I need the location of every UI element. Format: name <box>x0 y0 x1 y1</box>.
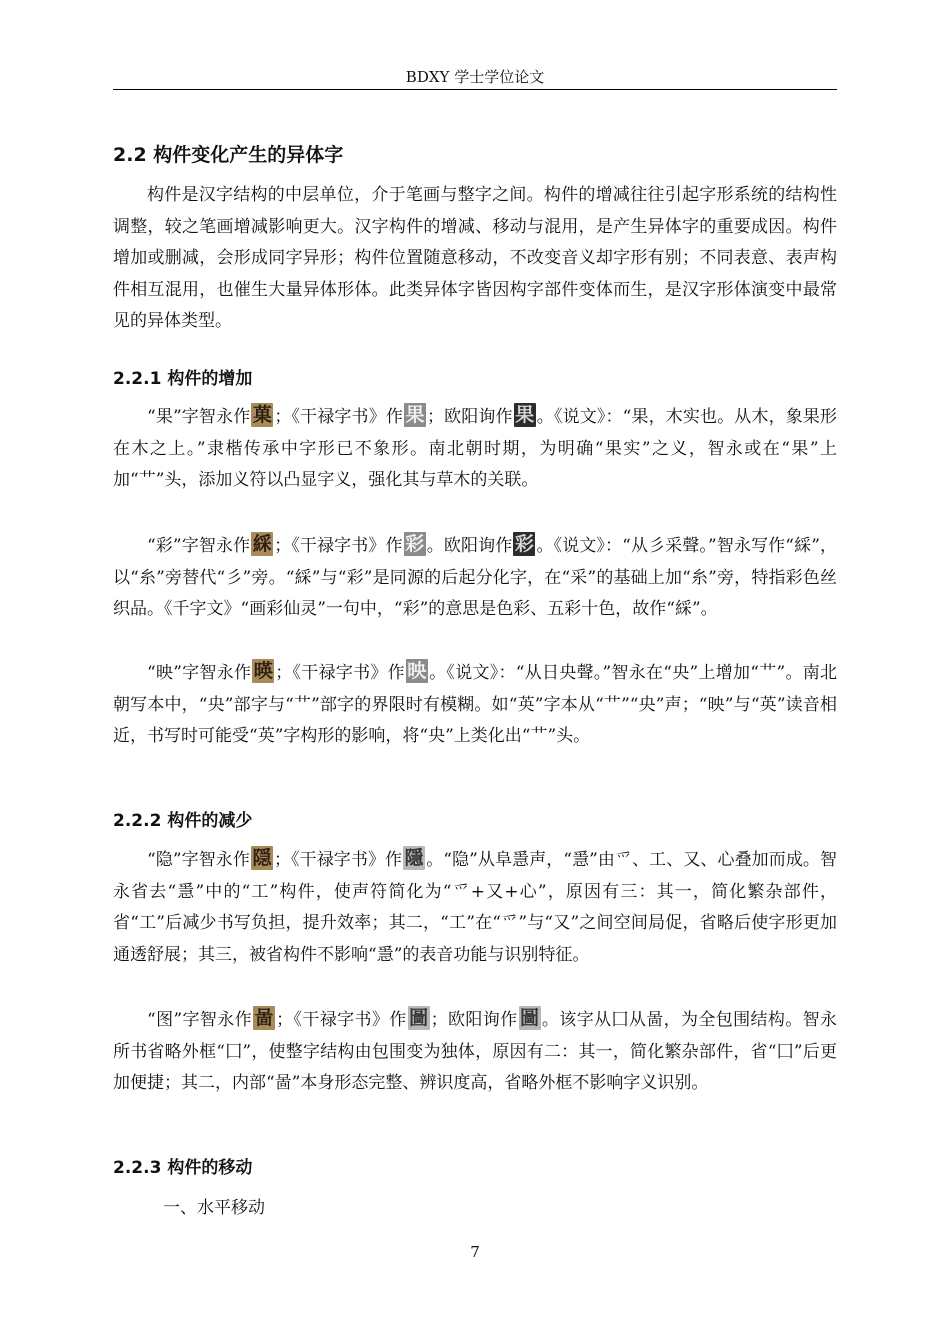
calligraphy-glyph-ouyang: 彩 <box>514 533 534 555</box>
calligraphy-glyph-ganlu: 隱 <box>404 847 424 869</box>
calligraphy-glyph-ouyang: 圖 <box>520 1007 540 1029</box>
calligraphy-glyph-zhiyong: 綵 <box>252 533 272 555</box>
calligraphy-glyph-ganlu: 圖 <box>409 1007 429 1029</box>
page-header: BDXY 学士学位论文 <box>405 68 545 86</box>
section-heading: 2.2 构件变化产生的异体字 <box>113 144 344 166</box>
intro-paragraph: 构件是汉字结构的中层单位，介于笔画与整字之间。构件的增减往往引起字形系统的结构性调整，较之笔画增减影响更大。汉字构件的增减、移动与混用，是产生异体字的重要成因。构件增加或删减，会形成同字异形；构件位置随意移动，不改变音义却字形有别；不同表意、表声构件相互混用，也催生大量异体形体。此类异体字皆因构字部件变体而生，是汉字形体演变中最常见的异体类型。 <box>113 185 837 331</box>
page-number: 7 <box>470 1243 480 1261</box>
calligraphy-glyph-ouyang: 果 <box>515 404 535 426</box>
paragraph-guo: “果”字智永作 菓 ；《干禄字书》作 果 ；欧阳询作 果 。《说文》：“果，木实也。从木，象果形在木之上。”隶楷传承中字形已不象形。南北朝时期，为明确“果实”之义，智永或在“果”上加“艹”头，添加义符以凸显字义，强化其与草木的关联。 <box>113 404 837 490</box>
paragraph-tu: “图”字智永作 啚 ；《干禄字书》作 圖 ；欧阳询作 圖 。该字从囗从啚，为全包围结构。智永所书省略外框“囗”，使整字结构由包围变为独体，原因有二：其一，简化繁杂部件，省“囗”后更加便捷；其二，内部“啚”本身形态完整、辨识度高，省略外框不影响字义识别。 <box>113 1007 838 1093</box>
calligraphy-glyph-ganlu: 彩 <box>405 533 425 555</box>
calligraphy-glyph-zhiyong: 啚 <box>254 1007 274 1029</box>
paragraph-yin: “隐”字智永作 隠 ；《干禄字书》作 隱 。“隐”从阜㥯声，“㥯”由爫、工、又、心叠加而成。智永省去“㥯”中的“工”构件，使声符简化为“爫+又+心”，原因有三：其一，简化繁杂部件，省“工”后减少书写负担，提升效率；其二，“工”在“爫”与“又”之间空间局促，省略后使字形更加通透舒展；其三，被省构件不影响“㥯”的表音功能与识别特征。 <box>113 847 837 965</box>
subsection-heading-223: 2.2.3 构件的移动 <box>113 1158 253 1178</box>
calligraphy-glyph-zhiyong: 菓 <box>252 404 272 426</box>
header-rule <box>113 89 837 90</box>
sub-heading-horizontal: 一、水平移动 <box>163 1198 265 1218</box>
paragraph-cai: “彩”字智永作 綵 ；《干禄字书》作 彩 。欧阳询作 彩 。《说文》：“从彡采聲。”智永写作“綵”，以“糸”旁替代“彡”旁。“綵”与“彩”是同源的后起分化字，在“采”的基础上加“糸”旁，特指彩色丝织品。《千字文》“画彩仙灵”一句中，“彩”的意思是色彩、五彩十色，故作“綵”。 <box>113 533 838 619</box>
subsection-heading-222: 2.2.2 构件的减少 <box>113 811 253 831</box>
calligraphy-glyph-ganlu: 映 <box>407 660 427 682</box>
calligraphy-glyph-zhiyong: 暎 <box>253 660 273 682</box>
calligraphy-glyph-ganlu: 果 <box>405 404 425 426</box>
subsection-heading-221: 2.2.1 构件的增加 <box>113 369 253 389</box>
calligraphy-glyph-zhiyong: 隠 <box>252 847 272 869</box>
paragraph-ying: “映”字智永作 暎 ；《干禄字书》作 映 。《说文》：“从日央聲。”智永在“央”上增加“艹”。南北朝写本中，“央”部字与“艹”部字的界限时有模糊。如“英”字本从“艹”“央”声；“映”与“英”读音相近，书写时可能受“英”字构形的影响，将“央”上类化出“艹”头。 <box>113 660 837 746</box>
